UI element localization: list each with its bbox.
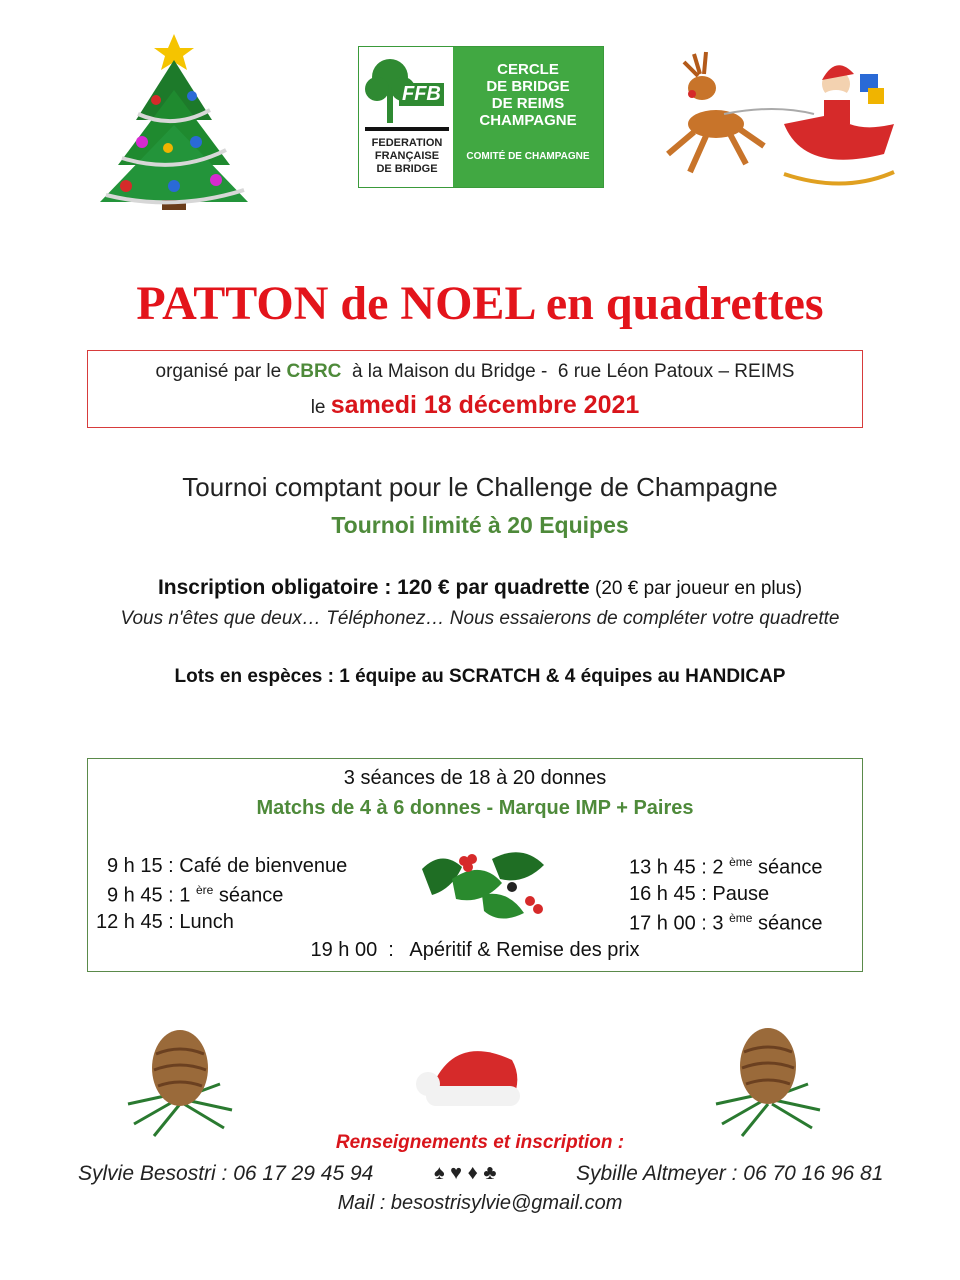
limite-text: Tournoi limité à 20 Equipes bbox=[331, 512, 629, 538]
pine-cone-icon bbox=[712, 1022, 824, 1142]
schedule-item: 9 h 15 : Café de bienvenue bbox=[107, 855, 348, 877]
cercle-line: DE REIMS bbox=[491, 95, 565, 112]
schedule-item: 17 h 00 : 3 $^{ème}$ séance bbox=[629, 911, 823, 935]
santa-hat-icon bbox=[412, 1030, 526, 1120]
lots-text: Lots en espèces : 1 équipe au SCRATCH & 4 équipes au HANDICAP bbox=[174, 666, 786, 687]
tournoi-text: Tournoi comptant pour le Challenge de Champagne bbox=[182, 472, 778, 502]
ffb-logo-text: FFB bbox=[399, 83, 444, 106]
pine-cone-icon bbox=[124, 1024, 236, 1142]
cercle-text bbox=[453, 61, 603, 129]
apero-text: 19 h 00 : Apéritif & Remise des prix bbox=[310, 939, 640, 961]
schedule-item: 13 h 45 : 2 $^{ème}$ séance bbox=[629, 855, 823, 879]
club-name: CBRC bbox=[286, 361, 342, 382]
cercle-line: DE BRIDGE bbox=[486, 78, 570, 95]
cercle-line: CERCLE bbox=[497, 61, 559, 78]
federation-line: FRANÇAISE bbox=[374, 150, 440, 162]
logo-divider bbox=[365, 127, 449, 131]
santa-sleigh-icon bbox=[654, 44, 904, 194]
event-date: samedi 18 décembre 2021 bbox=[330, 391, 640, 419]
date-line bbox=[88, 391, 862, 420]
federation-line: DE BRIDGE bbox=[376, 163, 438, 175]
contact-person-1: Sylvie Besostri : 06 17 29 45 94 bbox=[78, 1162, 374, 1185]
contact-person-2: Sybille Altmeyer : 06 70 16 96 81 bbox=[576, 1162, 884, 1185]
organiser-box bbox=[87, 350, 863, 428]
christmas-tree-icon bbox=[96, 30, 266, 212]
card-suits-icon: ♠ ♥ ♦ ♣ bbox=[434, 1162, 497, 1184]
ffb-logo-block bbox=[359, 47, 453, 187]
federation-text bbox=[363, 137, 451, 176]
inscription-extra: (20 € par joueur en plus) bbox=[589, 578, 803, 599]
holly-icon bbox=[412, 839, 552, 929]
seances-text: 3 séances de 18 à 20 donnes bbox=[343, 767, 607, 789]
page-title: PATTON de NOEL en quadrettes bbox=[136, 277, 824, 330]
contact-mail: Mail : besostrisylvie@gmail.com bbox=[337, 1192, 623, 1214]
ffb-cbrc-logo bbox=[358, 46, 604, 188]
cercle-line: CHAMPAGNE bbox=[479, 112, 577, 129]
schedule-item: 9 h 45 : 1 $^{ère}$ séance bbox=[107, 883, 284, 907]
contact-title: Renseignements et inscription : bbox=[335, 1132, 625, 1153]
inscription-label: Inscription obligatoire : 120 € par quadrette bbox=[157, 576, 590, 599]
schedule-item: 12 h 45 : Lunch bbox=[96, 911, 234, 933]
programme-box bbox=[87, 758, 863, 972]
comite-text: COMITÉ DE CHAMPAGNE bbox=[466, 151, 590, 162]
schedule-item: 16 h 45 : Pause bbox=[629, 883, 770, 905]
matchs-text: Matchs de 4 à 6 donnes - Marque IMP + Paires bbox=[256, 797, 694, 819]
federation-line: FEDERATION bbox=[371, 137, 443, 149]
cbrc-logo-block bbox=[453, 47, 603, 187]
organiser-prefix: organisé par le bbox=[155, 361, 287, 382]
organiser-address: à la Maison du Bridge - 6 rue Léon Patoux – REIMS bbox=[341, 361, 795, 382]
organiser-line bbox=[88, 361, 862, 383]
date-prefix: le bbox=[310, 397, 331, 418]
inscription-note: Vous n'êtes que deux… Téléphonez… Nous essaierons de compléter votre quadrette bbox=[120, 608, 840, 629]
inscription-line bbox=[0, 576, 960, 600]
